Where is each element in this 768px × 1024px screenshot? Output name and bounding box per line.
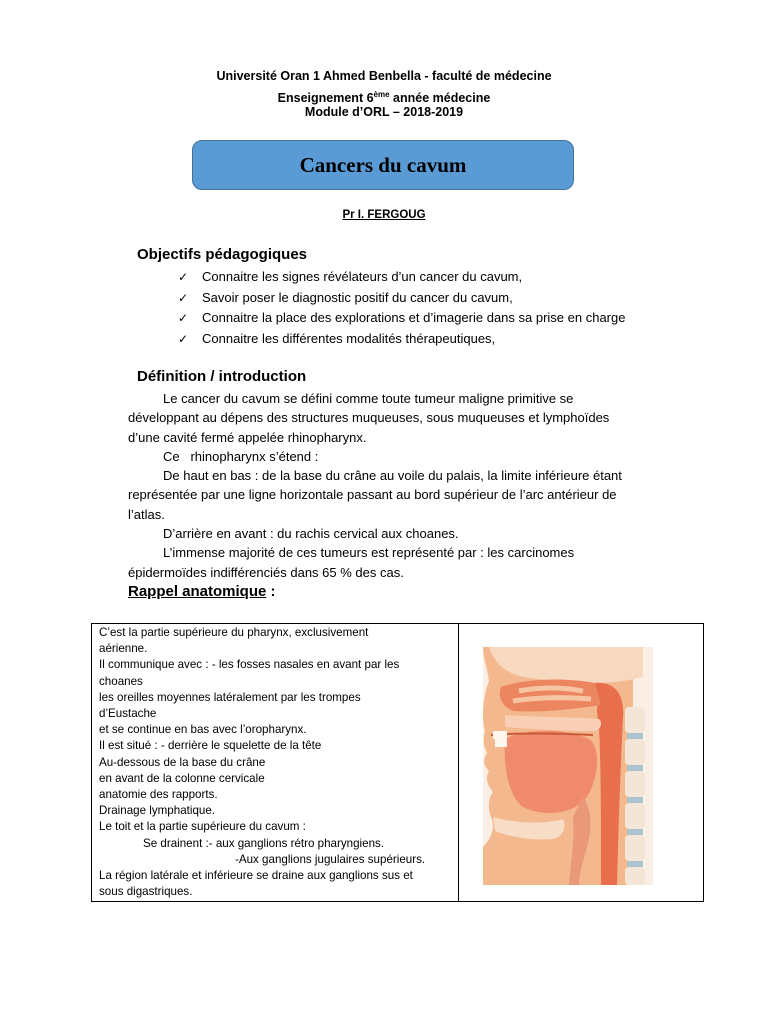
anatomy-line: C’est la partie supérieure du pharynx, exclusivement — [99, 626, 369, 639]
anatomy-text-cell — [92, 624, 459, 902]
anatomy-line: Il est situé : - derrière le squelette de la tête — [99, 739, 322, 753]
header-university: Université Oran 1 Ahmed Benbella - faculté de médecine — [216, 69, 552, 83]
header-year-suffix: année médecine — [389, 91, 491, 105]
anatomy-line: aérienne. — [99, 642, 148, 656]
check-mark-icon: ✓ — [178, 331, 189, 346]
check-mark-icon: ✓ — [178, 270, 189, 284]
anatomy-line: en avant de la colonne cervicale — [99, 771, 265, 785]
list-item — [178, 329, 625, 350]
check-mark-icon: ✓ — [178, 311, 189, 325]
anatomy-text — [92, 624, 458, 900]
anatomy-line: La région latérale et inférieure se draine aux ganglions sus et — [99, 869, 413, 883]
anatomy-line: anatomie des rapports. — [99, 788, 218, 802]
anatomy-line: Se drainent :- aux ganglions rétro pharyngiens. — [143, 836, 385, 850]
head-sagittal-section-illustration — [483, 647, 653, 885]
anatomy-line: Il communique avec : - les fosses nasales en avant par les — [99, 658, 400, 672]
list-item — [178, 308, 625, 329]
objective-text: Connaitre la place des explorations et d’imagerie dans sa prise en charge — [202, 310, 626, 325]
anatomy-line: Le toit et la partie supérieure du cavum : — [99, 820, 306, 834]
definition-line: Le cancer du cavum se défini comme toute tumeur maligne primitive se — [163, 391, 574, 406]
objectifs-heading: Objectifs pédagogiques — [137, 246, 308, 263]
definition-line: représentée par une ligne horizontale passant au bord supérieur de l’arc antérieur de — [128, 487, 617, 503]
rappel-heading-text: Rappel anatomique — [128, 583, 267, 600]
definition-heading: Définition / introduction — [137, 368, 307, 385]
anatomy-line: sous digastriques. — [99, 885, 193, 899]
definition-line: D’arrière en avant : du rachis cervical aux choanes. — [163, 526, 459, 542]
definition-line: l’atlas. — [128, 506, 165, 522]
definition-line: d’une cavité fermé appelée rhinopharynx. — [128, 429, 367, 445]
anatomy-table — [91, 623, 704, 902]
list-item — [178, 288, 625, 309]
anatomy-line: Drainage lymphatique. — [99, 804, 216, 818]
objective-text: Connaitre les différentes modalités thérapeutiques, — [202, 330, 496, 346]
definition-line: développant au dépens des structures muqueuses, sous muqueuses et lymphoïdes — [128, 410, 610, 426]
anatomy-line: Au-dessous de la base du crâne — [99, 755, 266, 769]
page-title: Cancers du cavum — [299, 152, 467, 177]
objectives-list — [178, 267, 625, 349]
definition-line: De haut en bas : de la base du crâne au voile du palais, la limite inférieure étant — [163, 468, 622, 484]
author: Pr I. FERGOUG — [342, 209, 426, 221]
anatomy-line: choanes — [99, 674, 143, 688]
definition-line: épidermoïdes indifférenciés dans 65 % des cas. — [128, 564, 404, 580]
anatomy-line: et se continue en bas avec l’oropharynx. — [99, 723, 307, 737]
header-year-sup: ème — [373, 90, 390, 99]
rappel-heading-suffix: : — [266, 583, 276, 600]
anatomy-image-cell — [459, 624, 704, 902]
anatomy-line: -Aux ganglions jugulaires supérieurs. — [235, 852, 426, 866]
anatomy-line: d’Eustache — [99, 707, 157, 721]
rappel-heading — [128, 583, 276, 600]
title-box — [192, 140, 574, 190]
check-mark-icon: ✓ — [178, 290, 189, 305]
definition-line: L’immense majorité de ces tumeurs est représenté par : les carcinomes — [163, 545, 575, 561]
definition-line: Ce rhinopharynx s’étend : — [163, 448, 319, 464]
objective-text: Savoir poser le diagnostic positif du cancer du cavum, — [202, 289, 513, 305]
list-item — [178, 267, 625, 288]
header-module: Module d’ORL – 2018-2019 — [304, 105, 464, 119]
objective-text: Connaitre les signes révélateurs d’un cancer du cavum, — [202, 269, 523, 284]
definition-text — [128, 389, 668, 582]
anatomy-line: les oreilles moyennes latéralement par les trompes — [99, 690, 361, 704]
header-year-prefix: Enseignement 6 — [277, 91, 374, 105]
